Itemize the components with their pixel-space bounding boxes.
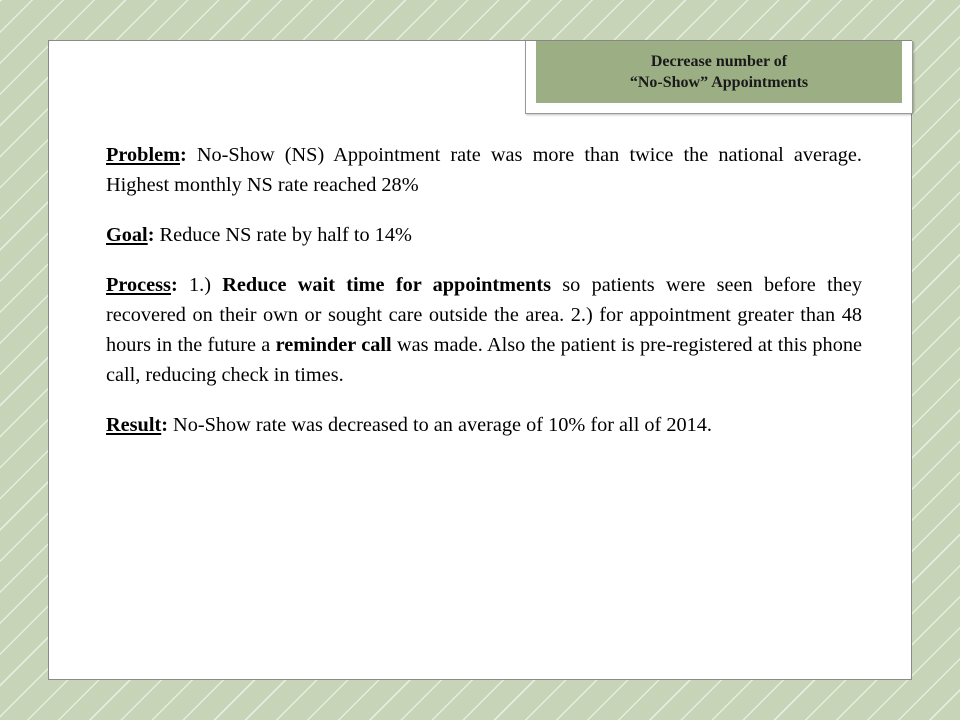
title-line-1: Decrease number of [650, 53, 788, 70]
goal-text: Reduce NS rate by half to 14% [154, 224, 412, 246]
goal-label: Goal [106, 224, 148, 246]
result-separator: : [161, 414, 168, 436]
process-separator: : [170, 274, 178, 296]
goal-separator: : [147, 224, 155, 246]
title-box [536, 41, 902, 103]
result-paragraph [106, 410, 862, 440]
goal-paragraph [106, 220, 862, 250]
slide-content [106, 140, 862, 460]
process-text-1: 1.) [177, 274, 223, 296]
title-line-2: “No-Show” Appointments [629, 74, 809, 91]
process-label: Process [106, 274, 171, 296]
problem-separator: : [179, 144, 187, 166]
process-bold-2: reminder call [275, 334, 392, 356]
title-tab [525, 41, 913, 114]
problem-label: Problem [106, 144, 180, 166]
process-bold-1: Reduce wait time for appointments [222, 274, 551, 296]
result-label: Result [106, 414, 162, 436]
problem-text: No-Show (NS) Appointment rate was more than twice the national average. Highest monthly NS rate reached 28% [106, 144, 862, 196]
result-text: No-Show rate was decreased to an average of 10% for all of 2014. [167, 414, 712, 436]
problem-paragraph [106, 140, 862, 200]
process-paragraph [106, 270, 862, 390]
process-text-2: so patients were seen before they recovered on their own or sought care outside the area. 2.) for appointment greater than 48 hours in the future a [106, 274, 862, 356]
process-text-3: was made. Also the patient is pre-registered at this phone call, reducing check in times. [106, 334, 862, 386]
